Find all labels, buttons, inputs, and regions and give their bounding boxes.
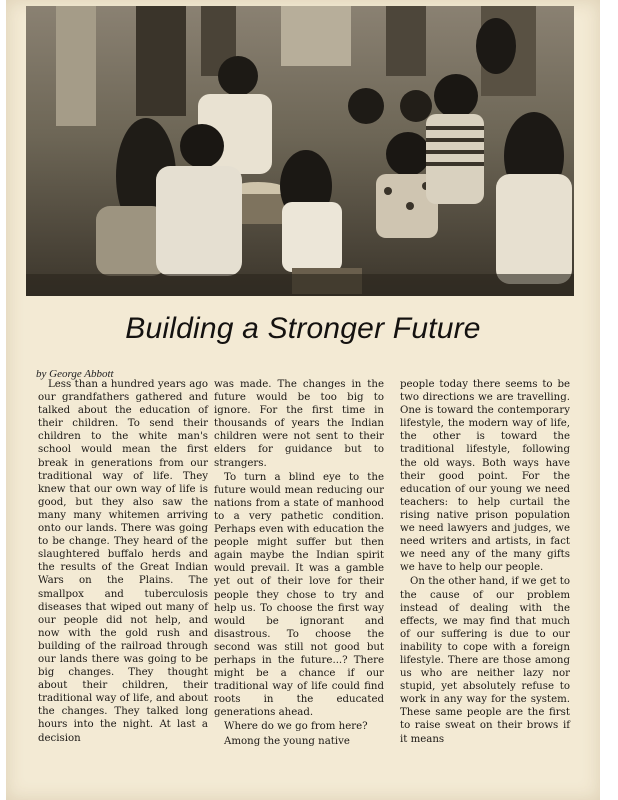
article-headline: Building a Stronger Future xyxy=(125,312,481,345)
article-column-2 xyxy=(214,378,384,748)
magazine-page xyxy=(6,0,600,800)
paragraph: Among the young native xyxy=(224,735,350,747)
article-column-1 xyxy=(38,378,208,745)
paragraph: was made. The changes in the future would be too big to ignore. For the first time in thousands of years the Indian children were not sent to their elders for guidance but to strangers. xyxy=(214,379,384,469)
photo-illustration xyxy=(26,6,574,296)
paragraph: On the other hand, if we get to the cause of our problem instead of dealing with the effects, we may find that much of our suffering is due to our inability to cope with a foreign lifestyle. There are those among us who are neither lazy nor stupid, yet absolutely refuse to work in any way for the system. These same people are the first to raise sweat on their brows if it means xyxy=(400,576,570,745)
paragraph: Where do we go from here? xyxy=(224,721,368,733)
paragraph: To turn a blind eye to the future would mean reducing our nations from a state of manhood to a very pathetic condition. Perhaps even with education the people might suffer but then again maybe the Indian spirit would prevail. It was a gamble yet out of their love for their people they chose to try and help us. To choose the first way would be ignorant and disastrous. To choose the second was still not good but perhaps in the future...? There might be a chance if our traditional way of life could find roots in the educated generations ahead. xyxy=(214,471,384,719)
header-photograph xyxy=(26,6,574,296)
article-column-3 xyxy=(400,378,570,746)
paragraph: people today there seems to be two directions we are travelling. One is toward the contemporary lifestyle, the modern way of life, the other is toward the traditional lifestyle, following the old ways. Both ways have their good point. For the education of our young we need teachers: to help curtail the rising native prison population we need lawyers and judges, we need writers and artists, in fact we need any of the many gifts we have to help our people. xyxy=(400,379,570,574)
paragraph: Less than a hundred years ago our grandfathers gathered and talked about the education of their children. To send their children to the white man's school would mean the first break in generations from our traditional way of life. They knew that our own way of life is good, but they also saw the many many whitemen arriving onto our lands. There was going to be change. They heard of the slaughtered buffalo herds and the results of the Great Indian Wars on the Plains. The smallpox and tuberculosis diseases that wiped out many of our people did not help, and now with the gold rush and building of the railroad through our lands there was going to be big changes. They thought about their children, their traditional way of life, and about the changes. They talked long hours into the night. At last a decision xyxy=(38,379,208,744)
article-byline: by George Abbott xyxy=(36,368,114,380)
